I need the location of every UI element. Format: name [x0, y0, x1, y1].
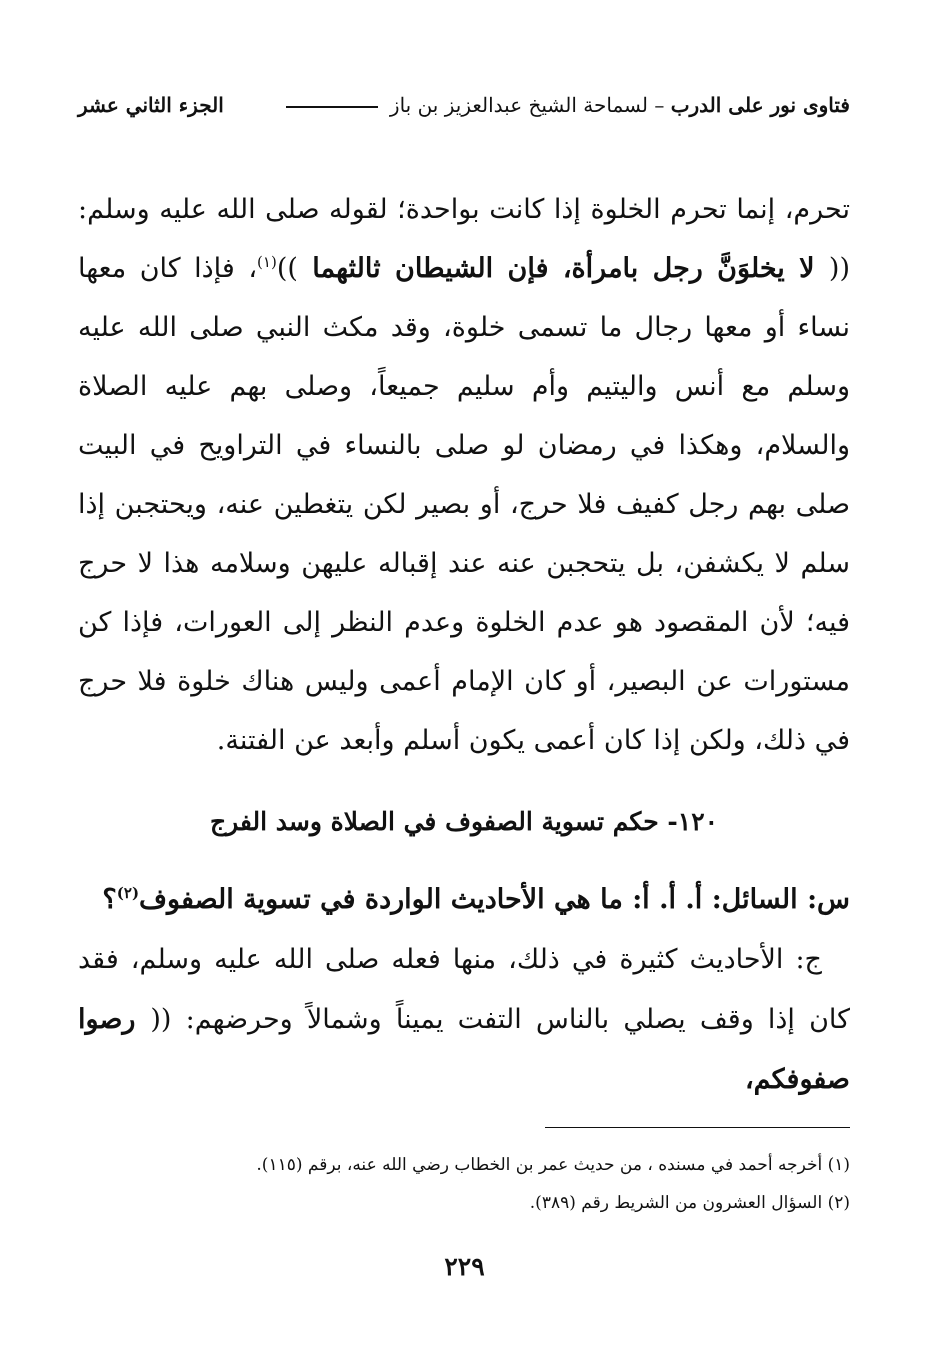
footnote-2: (٢) السؤال العشرون من الشريط رقم (٣٨٩).	[529, 1193, 850, 1213]
question	[78, 870, 850, 930]
section-title: حكم تسوية الصفوف في الصلاة وسد الفرج	[209, 807, 659, 836]
body-text-part1: تحرم، إنما تحرم الخلوة إذا كانت بواحدة؛ لقوله صلى الله عليه وسلم: ((	[78, 194, 850, 284]
hadith-quote: لا يخلوَنَّ رجل بامرأة، فإن الشيطان ثالثهما	[297, 253, 829, 284]
footnote-ref-1: (١)	[257, 253, 277, 271]
page-number: ٢٢٩	[444, 1252, 485, 1281]
body-text-part2: ))	[276, 253, 298, 284]
running-header	[78, 88, 850, 122]
section-heading	[78, 800, 850, 844]
book-title: فتاوى نور على الدرب	[670, 93, 850, 117]
volume-label: الجزء الثاني عشر	[78, 93, 224, 117]
author-name: لسماحة الشيخ عبدالعزيز بن باز	[389, 93, 648, 117]
question-answer	[78, 870, 850, 1110]
body-paragraph	[78, 180, 850, 770]
question-prefix: س:	[807, 884, 850, 915]
question-mark: ؟	[102, 884, 117, 915]
footnote-divider	[545, 1127, 850, 1128]
answer	[78, 930, 850, 1110]
header-rule	[286, 106, 378, 108]
question-text: السائل: أ. أ. أ: ما هي الأحاديث الواردة في تسوية الصفوف	[139, 884, 808, 915]
header-dash: –	[647, 93, 665, 117]
footnotes	[78, 1146, 850, 1222]
answer-text: ج: الأحاديث كثيرة في ذلك، منها فعله صلى الله عليه وسلم، فقد كان إذا وقف يصلي بالناس التفت يميناً وشمالاً وحرضهم: ((	[78, 944, 850, 1035]
footnote-ref-2: (٢)	[116, 884, 140, 902]
section-number: ١٢٠-	[667, 807, 719, 836]
footnote-1: (١) أخرجه أحمد في مسنده ، من حديث عمر بن الخطاب رضي الله عنه، برقم (١١٥).	[256, 1155, 850, 1175]
body-text-part3: ، فإذا كان معها نساء أو معها رجال ما تسمى خلوة، وقد مكث النبي صلى الله عليه وسلم مع أنس واليتيم وأم سليم جميعاً، وصلى بهم عليه الصلاة والسلام، وهكذا في رمضان لو صلى بالنساء في التراويح في البيت صلى بهم رجل كفيف فلا حرج، أو بصير لكن يتغطين عنه، ويحتجبن إذا سلم لا يكشفن، بل يتحجبن عنه عند إقباله عليهن وسلامه هذا لا حرج فيه؛ لأن المقصود هو عدم الخلوة وعدم النظر إلى العورات، فإذا كن مستورات عن البصير، أو كان الإمام أعمى وليس هناك خلوة فلا حرج في ذلك، ولكن إذا كان أعمى يكون أسلم وأبعد عن الفتنة.	[78, 253, 850, 756]
answer-hadith: رصوا صفوفكم،	[78, 1004, 850, 1095]
